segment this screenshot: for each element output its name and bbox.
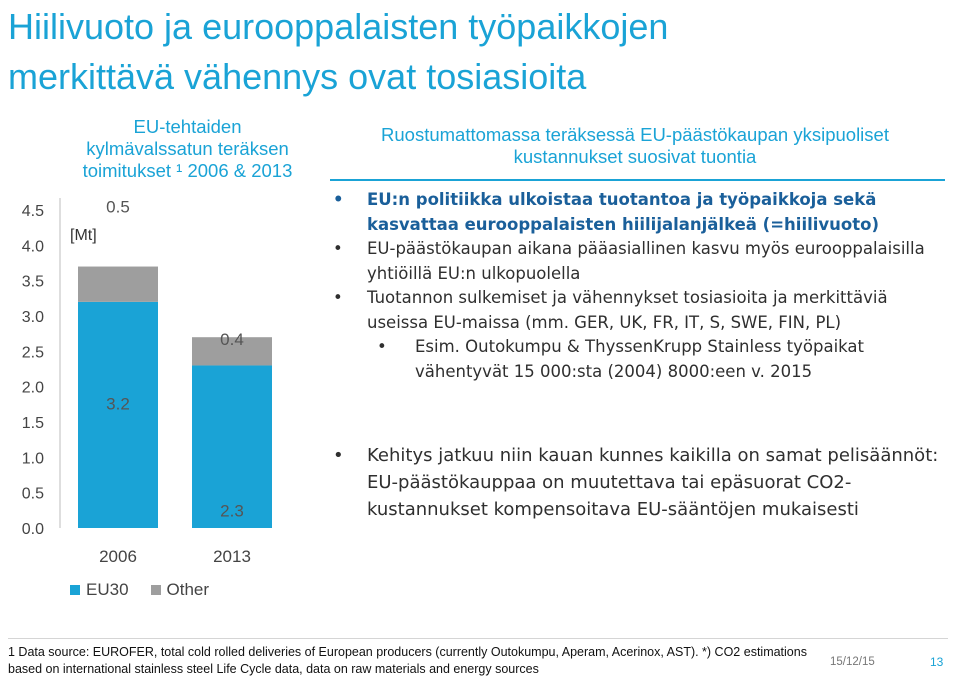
slide-date: 15/12/15 bbox=[830, 656, 875, 668]
footnote: 1 Data source: EUROFER, total cold rolled deliveries of European producers (currently Outokumpu, Aperam, Acerinox, AST). *) CO2 estimations based on international stainless steel Life Cycle data, data on raw materials and energy sources bbox=[8, 645, 807, 676]
chart-title-line-2: kylmävalssatun teräksen bbox=[86, 138, 289, 159]
bullet-text: EU-päästökaupan aikana pääasiallinen kasvu myös eurooppalaisilla yhtiöillä EU:n ulkopuolella bbox=[367, 239, 925, 283]
y-tick-label: 0.5 bbox=[21, 485, 44, 503]
slide-title-line-1: Hiilivuoto ja eurooppalaisten työpaikkojen bbox=[8, 6, 669, 47]
right-header-line-2: kustannukset suosivat tuontia bbox=[513, 146, 757, 167]
header-divider bbox=[330, 179, 945, 181]
bullet-marker: • bbox=[333, 288, 343, 307]
legend-label-other: Other bbox=[166, 580, 210, 599]
y-tick-label: 2.0 bbox=[21, 379, 44, 397]
legend-label-eu30: EU30 bbox=[86, 580, 129, 599]
unit-label: [Mt] bbox=[70, 227, 97, 244]
y-tick-label: 3.5 bbox=[21, 273, 44, 291]
y-tick-label: 1.5 bbox=[21, 415, 44, 432]
x-tick-label-2006: 2006 bbox=[99, 547, 137, 566]
bullet-item bbox=[333, 237, 953, 286]
data-label-eu30-2013: 2.3 bbox=[220, 501, 244, 521]
y-tick-label: 3.0 bbox=[21, 309, 44, 326]
bullet-marker: • bbox=[333, 190, 344, 209]
bullet-item bbox=[333, 188, 953, 237]
slide-title bbox=[8, 2, 948, 102]
bullet-marker: • bbox=[377, 337, 387, 356]
bullet-text: Kehitys jatkuu niin kauan kunnes kaikilla on samat pelisäännöt: EU-päästökauppaa on muutettava tai epäsuorat CO2-kustannukset kompensoitava EU-sääntöjen mukaisesti bbox=[367, 445, 939, 520]
footer-divider bbox=[8, 638, 948, 639]
bar-other-2006 bbox=[78, 267, 158, 302]
legend-swatch-other bbox=[151, 585, 161, 595]
y-tick-label: 0.0 bbox=[21, 521, 44, 538]
data-label-other-2006: 0.5 bbox=[106, 197, 130, 217]
sub-bullet-item bbox=[377, 335, 953, 384]
x-tick-label-2013: 2013 bbox=[213, 547, 251, 566]
bullet-spacer bbox=[333, 384, 953, 442]
bar-eu30-2006 bbox=[78, 302, 158, 528]
bullet-text: Tuotannon sulkemiset ja vähennykset tosiasioita ja merkittäviä useissa EU-maissa (mm. GER, UK, FR, IT, S, SWE, FIN, PL) bbox=[367, 288, 888, 332]
legend-swatch-eu30 bbox=[70, 585, 80, 595]
y-tick-label: 4.0 bbox=[21, 238, 44, 256]
page-number: 13 bbox=[930, 655, 944, 669]
data-label-other-2013: 0.4 bbox=[220, 330, 244, 350]
y-tick-label: 2.5 bbox=[21, 344, 44, 362]
bullet-text: EU:n politiikka ulkoistaa tuotantoa ja työpaikkoja sekä kasvattaa eurooppalaisten hiilijalanjälkeä (=hiilivuoto) bbox=[367, 190, 880, 234]
chart-title bbox=[60, 116, 315, 182]
bullet-item-conclusion bbox=[333, 442, 953, 523]
bullet-marker: • bbox=[333, 239, 343, 258]
bullet-list bbox=[333, 188, 953, 523]
bullet-text: Esim. Outokumpu & ThyssenKrupp Stainless työpaikat vähentyvät 15 000:sta (2004) 8000:een v. 2015 bbox=[415, 337, 865, 381]
bullet-marker: • bbox=[333, 445, 344, 466]
slide-title-line-2: merkittävä vähennys ovat tosiasioita bbox=[8, 56, 587, 97]
chart-legend bbox=[70, 578, 231, 602]
chart-title-line-3: toimitukset ¹ 2006 & 2013 bbox=[82, 160, 293, 181]
y-tick-label: 4.5 bbox=[21, 203, 44, 220]
legend-item-eu30 bbox=[70, 580, 129, 600]
y-tick-label: 1.0 bbox=[21, 450, 44, 468]
bullet-item bbox=[333, 286, 953, 335]
data-label-eu30-2006: 3.2 bbox=[106, 394, 130, 414]
stacked-bar-chart bbox=[0, 190, 320, 575]
right-header-line-1: Ruostumattomassa teräksessä EU-päästökaupan yksipuoliset bbox=[381, 124, 889, 145]
right-panel-header bbox=[335, 124, 935, 168]
chart-title-line-1: EU-tehtaiden bbox=[133, 116, 242, 137]
legend-item-other bbox=[151, 580, 210, 600]
